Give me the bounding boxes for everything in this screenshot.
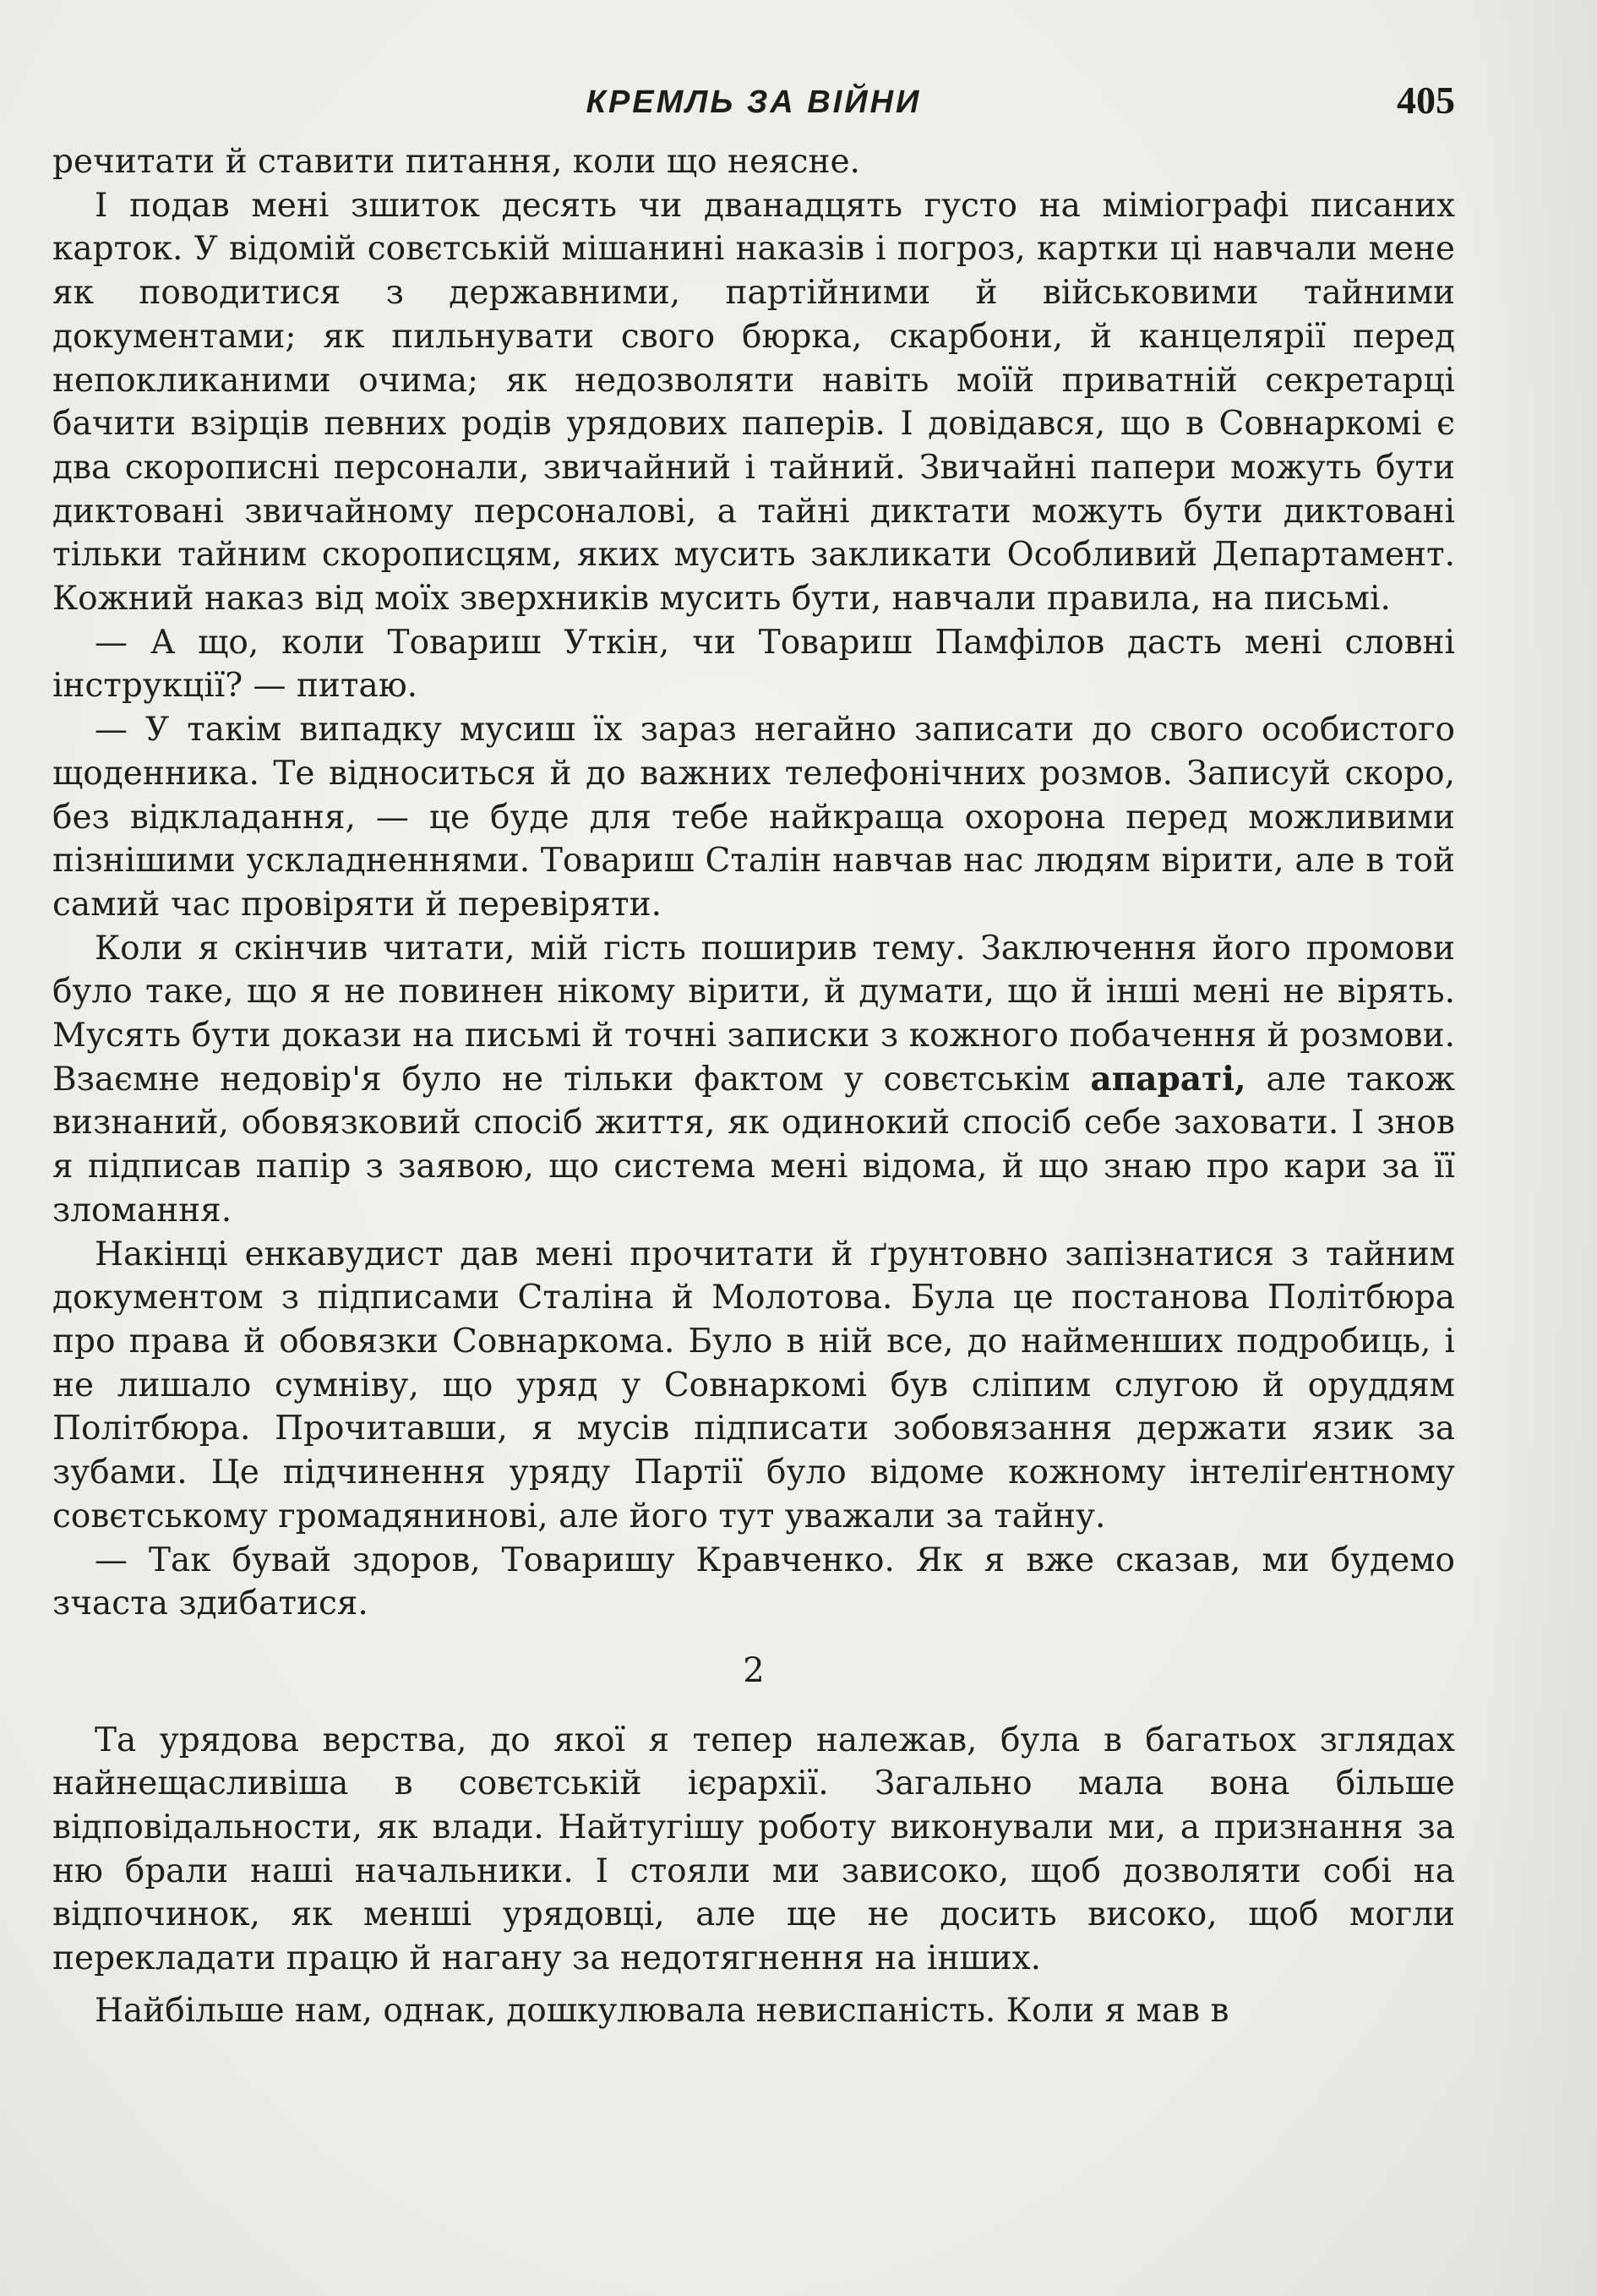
- paragraph: Накінці енкавудист дав мені прочитати й ґрунтовно запізнатися з тайним документом з підписами Сталіна й Молотова. Була це постанова Політбюра про права й обовязки Совнаркома. Було в ній все, до найменших подробиць, і не лишало сумніву, що уряд у Совнаркомі був сліпим слугою й оруддям Політбюра. Прочитавши, я мусів підписати зобовязання держати язик за зубами. Це підчинення уряду Партії було відоме кожному інтеліґентному совєтському громадянинові, але його тут уважали за тайну.: [52, 1235, 1455, 1535]
- paragraph-continued: речитати й ставити питання, коли що неясне.: [52, 143, 860, 181]
- paragraph: [52, 927, 1455, 1233]
- paragraph: Та урядова верства, до якої я тепер належав, була в багатьох зглядах найнещасливіша в совєтській ієрархії. Загально мала вона більше відповідальности, як влади. Найтугішу роботу виконували ми, а признання за ню брали наші начальники. І стояли ми зависоко, щоб дозволяти собі на відпочинок, як менші урядовці, але ще не досить високо, щоб могли перекладати працю й нагану за недотягнення на інших.: [52, 1721, 1455, 1978]
- section-number: 2: [743, 1650, 765, 1690]
- paragraph: І подав мені зшиток десять чи дванадцять густо на міміографі писаних карток. У відомій совєтській мішанині наказів і погроз, картки ці навчали мене як поводитися з державними, партійними й військовими тайними документами; як пильнувати свого бюрка, скарбони, й канцелярії перед непокликаними очима; як недозволяти навіть моїй приватній секретарці бачити взірців певних родів урядових паперів. І довідався, що в Совнаркомі є два скорописні персонали, звичайний і тайний. Звичайні папери можуть бути диктовані звичайному персоналові, а тайні диктати можуть бути диктовані тільки тайним скорописцям, яких мусить закликати Особливий Департамент. Кожний наказ від моїх зверхників мусить бути, навчали правила, на письмі.: [52, 186, 1455, 619]
- paragraph-dialogue: — А що, коли Товариш Уткін, чи Товариш Памфілов дасть мені словні інструкції? — питаю.: [52, 623, 1455, 706]
- paragraph-dialogue: — Так бувай здоров, Товаришу Кравченко. Як я вже сказав, ми будемо зчаста здибатися.: [52, 1541, 1455, 1623]
- paragraph-dialogue: — У такім випадку мусиш їх зараз негайно записати до свого особистого щоденника. Те відноситься й до важних телефонічних розмов. Записуй скоро, без відкладання, — це буде для тебе найкраща охорона перед можливими пізнішими ускладненнями. Товариш Сталін навчав нас людям вірити, але в той самий час провіряти й перевіряти.: [52, 711, 1455, 924]
- bold-word: апараті,: [1090, 1059, 1246, 1099]
- page-header: [52, 66, 1455, 142]
- paragraph-text: Коли я скінчив читати, мій гість поширив тему. Заключення його промови було таке, що я не повинен нікому вірити, й думати, що й інші мені не вірять. Мусять бути докази на письмі й точні записки з кожного побачення й розмови. Взаємне недовір'я було не тільки фактом у совєтськім: [52, 929, 1455, 1099]
- paragraph-text: але також визнаний, обовязковий спосіб життя, як одинокий спосіб себе заховати. І знов я підписав папір з заявою, що система мені відома, й що знаю про кари за її зломання.: [52, 1060, 1455, 1230]
- page-edge-shadow: [1479, 0, 1597, 2296]
- running-title: КРЕМЛЬ ЗА ВІЙНИ: [586, 85, 922, 120]
- body-text: [52, 140, 1455, 2033]
- paragraph: Найбільше нам, однак, дошкулювала невиспаність. Коли я мав в: [95, 1991, 1229, 2030]
- page-number: 405: [1397, 79, 1455, 122]
